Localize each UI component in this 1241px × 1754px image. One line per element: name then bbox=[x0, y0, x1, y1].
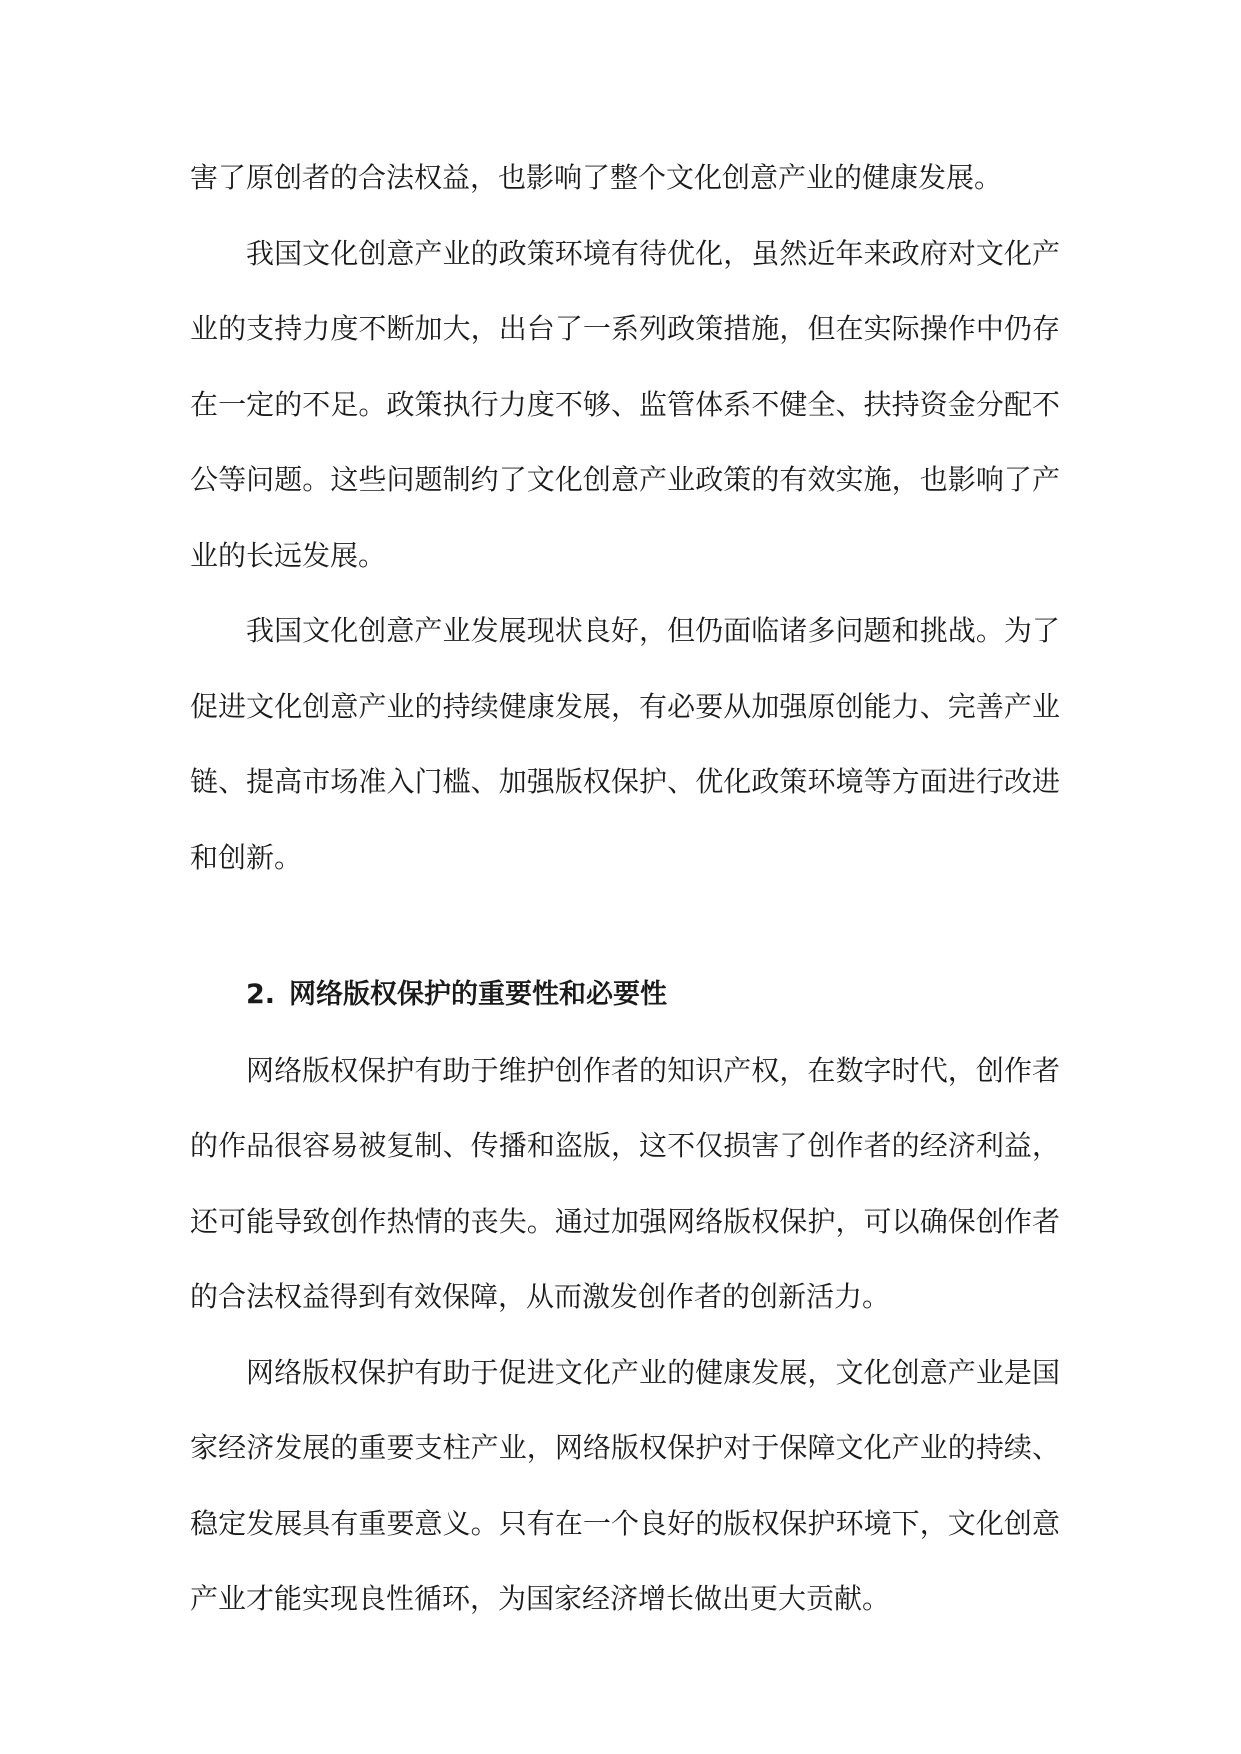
document-body bbox=[190, 140, 1060, 1637]
section-heading bbox=[190, 957, 1060, 1033]
section-title: 网络版权保护的重要性和必要性 bbox=[289, 979, 668, 1010]
paragraph-policy-environment: 我国文化创意产业的政策环境有待优化，虽然近年来政府对文化产业的支持力度不断加大，出台了一系列政策措施，但在实际操作中仍存在一定的不足。政策执行力度不够、监管体系不健全、扶持资金分配不公等问题。这些问题制约了文化创意产业政策的有效实施，也影响了产业的长远发展。 bbox=[190, 236, 1060, 572]
paragraph-creator-rights: 网络版权保护有助于维护创作者的知识产权，在数字时代，创作者的作品很容易被复制、传播和盗版，这不仅损害了创作者的经济利益，还可能导致创作热情的丧失。通过加强网络版权保护，可以确保创作者的合法权益得到有效保障，从而激发创作者的创新活力。 bbox=[190, 1053, 1060, 1313]
paragraph-development-summary: 我国文化创意产业发展现状良好，但仍面临诸多问题和挑战。为了促进文化创意产业的持续健康发展，有必要从加强原创能力、完善产业链、提高市场准入门槛、加强版权保护、优化政策环境等方面进行改进和创新。 bbox=[190, 614, 1060, 874]
section-number: 2. bbox=[246, 979, 276, 1010]
paragraph-industry-development: 网络版权保护有助于促进文化产业的健康发展，文化创意产业是国家经济发展的重要支柱产业，网络版权保护对于保障文化产业的持续、稳定发展具有重要意义。只有在一个良好的版权保护环境下，文化创意产业才能实现良性循环，为国家经济增长做出更大贡献。 bbox=[190, 1355, 1060, 1615]
paragraph-continued: 害了原创者的合法权益，也影响了整个文化创意产业的健康发展。 bbox=[190, 161, 1003, 194]
